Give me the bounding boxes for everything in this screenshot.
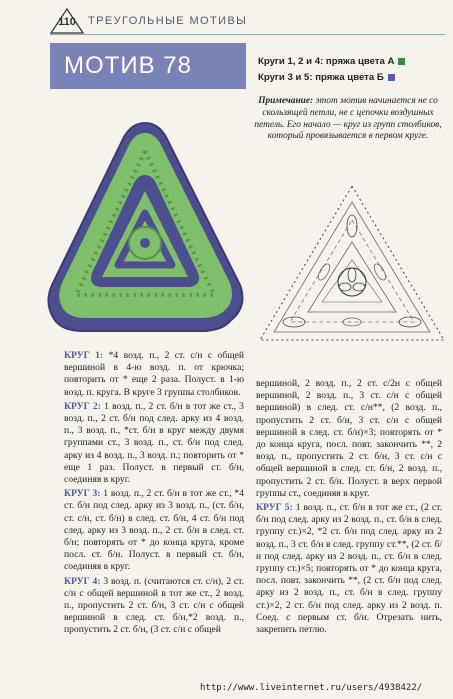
row-4-label: КРУГ 4: xyxy=(64,575,101,587)
row-5-text: 1 возд. п., ст. б/н в тот же ст., (2 ст. б/н под след. арку из 2 возд. п., ст. б/н в след. группу ст.)×2, *2 ст. б/н под след. арку из 2 возд. п., 3 ст. б/н в след. группу ст.**, (2 ст. б/н под след. арку из 2 возд. п., ст. б/н в след. группу ст.)×5; повторять от * до конца круга, посл. повт. закончить **, (2 ст. б/н под след. арку из 2 возд. п., ст. б/н в след. группу ст.)×2, 2 ст. б/н под след. арку из 2 возд. п. Соед. с первым ст. б/н. Отрезать нить, закрепить петлю. xyxy=(256,502,442,636)
yarn-label-a: Круги 1, 2 и 4: пряжа цвета А xyxy=(258,56,395,67)
note xyxy=(250,96,446,143)
source-url: http://www.liveinternet.ru/users/4938422/ xyxy=(200,683,423,693)
row-3-label: КРУГ 3: xyxy=(64,488,101,500)
row-4-text: 3 возд. п. (считаются ст. с/н), 2 ст. с/н с общей вершиной в тот же ст., 2 возд. п., пропустить 2 ст. б/н, 3 ст. с/н с общей вершиной в след. ст. б/н,*2 возд. п., пропустить 2 ст. б/н, (3 ст. с/н с общей xyxy=(64,575,244,636)
blue-swatch-icon xyxy=(388,74,395,81)
note-label: Примечание: xyxy=(258,96,314,106)
row-5 xyxy=(256,502,442,636)
note-text: этот мотив начинается не со скользящей петли, не с цепочки воздушных петель. Его начало — круг из групп столбиков, который провязывается в первом круге. xyxy=(254,96,442,142)
row-2-text: 1 возд. п., 2 ст. б/н в тот же ст., 3 возд. п., 2 ст. б/н под след. арку из 4 возд. п., 3 возд. п., *ст. б/н в круг между двумя группами ст., 3 возд. п., ст. б/н под след. арку из 4 возд. п., 3 возд. п.; повторить от * еще 1 раз. Полуст. в первый ст. б/н, соединяя в круг. xyxy=(64,400,244,486)
yarn-line-a xyxy=(258,56,405,67)
motif-photo xyxy=(42,117,248,345)
yarn-line-b xyxy=(258,72,395,83)
right-column xyxy=(256,378,442,638)
row-1 xyxy=(64,350,244,399)
page-number: 110 xyxy=(58,16,76,28)
row-5-label: КРУГ 5: xyxy=(256,502,293,514)
row-4-continued: вершиной, 2 возд. п., 2 ст. с/2н с общей вершиной, 2 возд. п., 3 ст. с/н с общей вершиной) в след. ст. с/н**, (2 возд. п., пропустить 2 ст. б/н, 3 ст. с/н с общей вершиной в след. ст. б/н)×3; повторять от * до конца круга, посл. повт. закончить **, 2 возд. п., пропустить 2 ст. б/н, 3 ст. с/н с общей вершиной в след. ст. б/н, 2 возд. п., пропустить 2 ст. б/н. Полуст. в верх первой группы ст., соединяя в круг. xyxy=(256,378,442,499)
row-3 xyxy=(64,488,244,573)
page-number-badge xyxy=(50,8,84,34)
green-swatch-icon xyxy=(398,58,405,65)
row-2-label: КРУГ 2: xyxy=(64,400,101,412)
row-1-label: КРУГ 1: xyxy=(64,350,104,361)
chart-diagram xyxy=(254,180,450,350)
row-2 xyxy=(64,401,244,486)
row-3-text: 1 возд. п., 2 ст. б/н в тот же ст., *4 ст. б/н под след. арку из 3 возд. п., (ст. б/н, ст. с/н, ст. б/н) в след. ст. б/н, 4 ст. б/н под след. арку из 3 возд. п., 2 ст. б/н в след. ст. б/н; повторять от * до конца круга, кроме посл. ст. б/н. Полуст. в первый ст. б/н, соединяя в круг. xyxy=(64,488,244,573)
row-4 xyxy=(64,576,244,637)
running-title: ТРЕУГОЛЬНЫЕ МОТИВЫ xyxy=(88,15,248,27)
left-column xyxy=(64,350,244,639)
header-divider xyxy=(50,34,445,35)
row-1-text: *4 возд. п., 2 ст. с/н с общей вершиной в 4-ю возд. п. от крючка; повторить от * еще 2 раза. Полуст. в 1-ю возд. п. круга. В круге 3 группы столбиков. xyxy=(64,350,244,398)
page-title: МОТИВ 78 xyxy=(64,52,192,79)
yarn-label-b: Круги 3 и 5: пряжа цвета Б xyxy=(258,72,384,83)
